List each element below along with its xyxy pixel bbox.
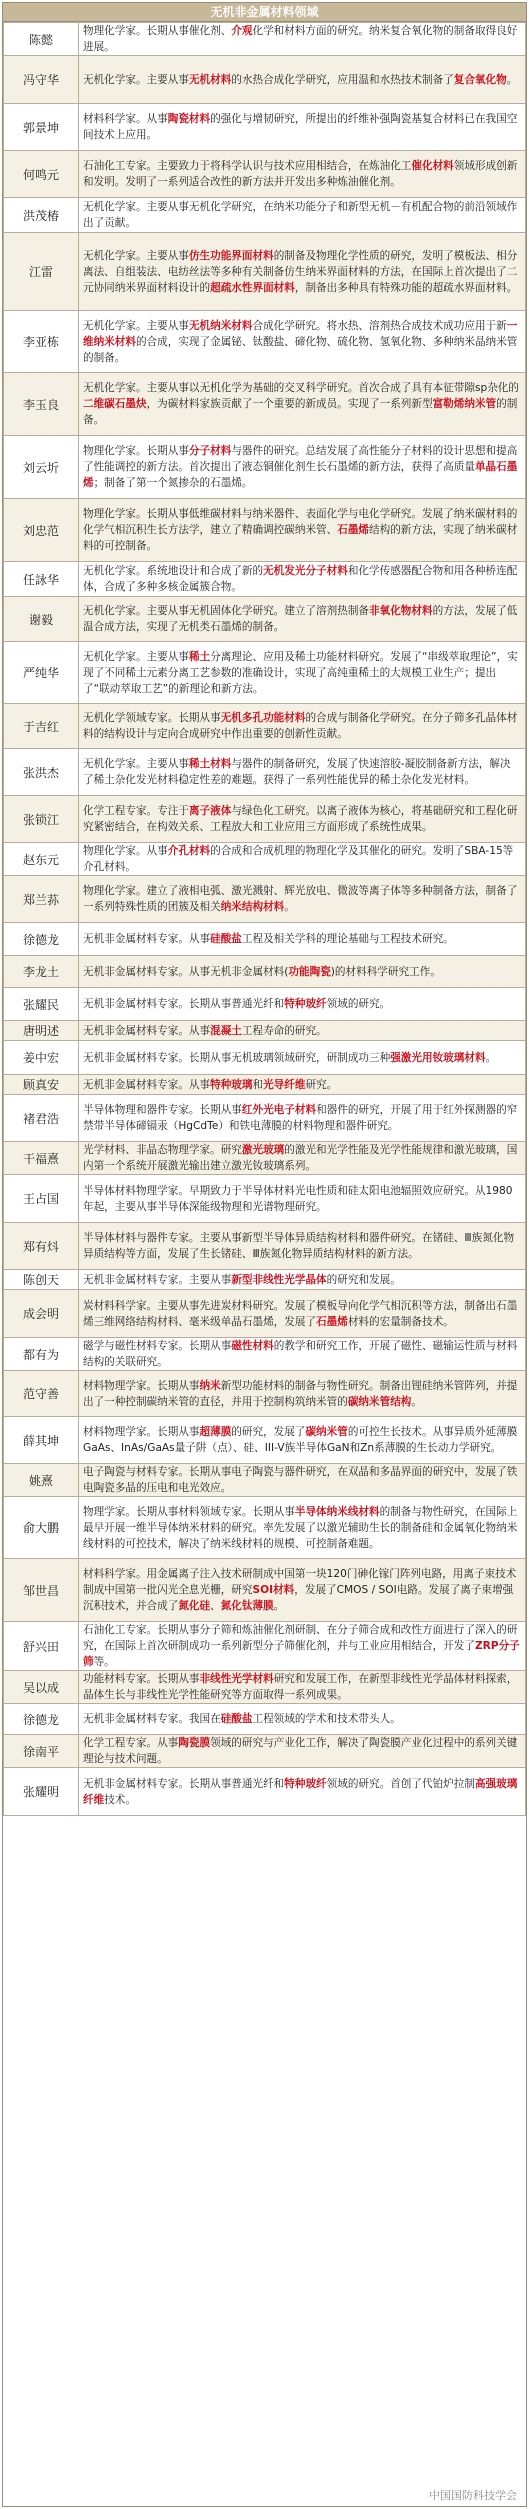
description-text: 的激光和光学性能及光学性能规律和激光玻璃，国内第一个系统开展激光输出建立激光钕玻璃系列。 [83, 1144, 518, 1172]
expert-name: 郭景坤 [4, 104, 79, 151]
highlight-term: 介观 [231, 25, 253, 37]
highlight-term: 介孔材料 [167, 845, 211, 857]
table-row [4, 23, 526, 56]
table-row [4, 642, 526, 704]
table-frame [2, 2, 527, 2507]
expert-description [79, 56, 526, 104]
description-text: 与绿色化工研究。以离子液体为核心，将基础研究和工程化研究紧密结合，在构效关系、工程放大和工业应用三方面形成了系统性成果。 [83, 805, 518, 833]
table-row [4, 436, 526, 499]
expert-name: 顾真安 [4, 1075, 79, 1095]
description-text: 的可控生长技术。从事异质外延薄膜GaAs、InAs/GaAs量子阱（点）、硅、III-V族半导体GaN和Zn系薄膜的生长动力学研究。 [83, 1426, 518, 1454]
description-text: 化学工程专家。专注于 [83, 805, 189, 817]
highlight-term: 半导体纳米线材料 [294, 1505, 380, 1518]
table-row [4, 1175, 526, 1223]
highlight-term: 纳米 [199, 1379, 221, 1392]
description-text: 石油化工专家。主要致力于将科学认识与技术应用相结合，在炼油化工 [83, 160, 412, 172]
description-text: ，发展了CMOS / SOI电路。发展了离子束增强沉积技术，并合成了 [83, 1584, 514, 1612]
description-text: 的合成，实现了金属铋、钛酸盐、碲化物、硫化物、氢氧化物、多种纳米晶纳米管的制备。 [83, 335, 518, 364]
table-row [4, 956, 526, 988]
description-text: 无机非金属材料专家。长期从事无机玻璃领域研究，研制成功三种 [83, 1051, 391, 1064]
expert-name: 于吉红 [4, 704, 79, 749]
highlight-term: 激光玻璃 [241, 1144, 285, 1156]
highlight-term: 无机材料 [188, 73, 232, 86]
description-text: 分离理论、应用及稀土功能材料研究。发展了“串级萃取理论”，实现了不同稀土元素分离工艺参数的准确设计，实现了高纯重稀土的大规模工业生产；提出了“联动萃取工艺”的新理论和新方法。 [83, 650, 518, 695]
expert-name: 郑兰荪 [4, 876, 79, 923]
expert-description [79, 1223, 526, 1270]
expert-description [79, 1735, 526, 1768]
description-text: 化学工程专家。从事 [83, 1737, 179, 1749]
description-text: 磁学与磁性材料专家。长期从事 [83, 1340, 232, 1352]
description-text: 。 [485, 1051, 497, 1064]
expert-name: 薛其坤 [4, 1417, 79, 1464]
description-text: 的方法，发展了低温合成方法，实现了无机类石墨烯的制备。 [83, 605, 518, 633]
table-row [4, 56, 526, 104]
description-text: 无机化学家。主要从事 [83, 758, 189, 770]
expert-name: 何鸣元 [4, 151, 79, 198]
table-row [4, 704, 526, 749]
highlight-term: 复合氧化物 [453, 73, 507, 86]
expert-name: 邹世昌 [4, 1559, 79, 1622]
expert-description [79, 923, 526, 956]
highlight-term: 功能陶瓷 [288, 965, 331, 978]
description-text: 物理化学家。长期从事 [83, 445, 189, 457]
table-row [4, 562, 526, 597]
highlight-term: 碳纳米管结构 [347, 1395, 412, 1408]
highlight-term: 特种玻纤 [284, 998, 327, 1010]
table-row [4, 1223, 526, 1270]
expert-name: 褚君浩 [4, 1095, 79, 1142]
expert-name: 陈懿 [4, 23, 79, 56]
expert-name: 唐明述 [4, 1021, 79, 1041]
highlight-term: 混凝土 [210, 1024, 242, 1037]
highlight-term: 超薄膜 [199, 1426, 232, 1438]
description-text: 功能材料专家。长期从事 [83, 1673, 200, 1685]
description-text: 无机化学家。主要从事 [83, 249, 189, 262]
table-row [4, 1671, 526, 1704]
description-text: 无机非金属材料专家。从事 [83, 1024, 211, 1037]
table-row [4, 1768, 526, 1816]
description-text: 无机化学领域专家。长期从事 [83, 712, 221, 724]
highlight-term: 离子液体 [188, 805, 232, 817]
table-row [4, 104, 526, 151]
description-text: 等。 [93, 1656, 115, 1668]
description-text: 无机非金属材料专家。从事无机非金属材料( [83, 965, 289, 978]
table-row [4, 597, 526, 642]
description-text: 的研究和发展。 [326, 1273, 401, 1286]
expert-description [79, 1142, 526, 1175]
table-row [4, 1095, 526, 1142]
table-row [4, 1075, 526, 1095]
description-text: 半导体材料物理学家。早期致力于半导体材料光电性质和硅太阳电池辐照效应研究。从1980年起，主要从事半导体深能级物理和光谱物理研究。 [83, 1184, 513, 1213]
description-text: 无机非金属材料专家。长期从事普通光纤和 [83, 1777, 285, 1790]
description-text: 。 [284, 901, 295, 913]
watermark: 中国国防科技学会 [429, 2489, 517, 2502]
expert-description [79, 373, 526, 436]
highlight-term: 硅酸盐 [210, 933, 242, 945]
table-row [4, 1338, 526, 1371]
highlight-term: 富勒烯纳米管 [432, 398, 497, 410]
description-text: ，为碳材料家族贡献了一个重要的新成员。实现了一系列新型 [146, 398, 433, 410]
description-text: 和器件的研究，开展了用于红外探测器的窄禁带半导体碲镉汞（HgCdTe）和铁电薄膜的材料物理和器件研究。 [83, 1104, 518, 1132]
expert-description [79, 876, 526, 923]
table-row [4, 749, 526, 796]
expert-description [79, 1041, 526, 1075]
expert-name: 陈创天 [4, 1270, 79, 1290]
expert-name: 谢毅 [4, 597, 79, 642]
expert-description [79, 23, 526, 56]
description-text: 炭材料科学家。主要从事先进炭材料研究。发展了模板导向化学气相沉积等方法，制备出石墨烯三维网络结构材料、毫米级单晶石墨烯，发展了 [83, 1299, 518, 1328]
highlight-term: 非氧化物材料 [369, 605, 433, 617]
expert-name: 张锁江 [4, 796, 79, 843]
description-text: 工程寿命的研究。 [241, 1024, 327, 1037]
table-row [4, 1704, 526, 1735]
expert-name: 都有为 [4, 1338, 79, 1371]
expert-description [79, 988, 526, 1021]
description-text: 化学和材料方面的研究。纳米复合氧化物的制备取得良好进展。 [83, 25, 518, 53]
expert-name: 洪茂椿 [4, 198, 79, 233]
table-row [4, 151, 526, 198]
description-text: 。 [273, 1600, 285, 1612]
description-text: 物理化学家。长期从事低维碳材料与纳米器件、表面化学与电化学研究。发展了纳米碳材料的化学气相沉积生长方法学，建立了精确调控碳纳米管、 [83, 508, 518, 536]
expert-description [79, 1095, 526, 1142]
description-text: 物理化学家。建立了液相电弧、激光溅射、辉光放电、微波等离子体等多种制备方法，制备了一系列特殊性质的团簇及相关 [83, 885, 518, 913]
expert-description [79, 1175, 526, 1223]
highlight-term: 无机发光分子材料 [263, 565, 348, 577]
expert-name: 舒兴田 [4, 1622, 79, 1671]
expert-description [79, 1671, 526, 1704]
table-row [4, 1270, 526, 1290]
expert-description [79, 1290, 526, 1338]
highlight-term: 石墨烯 [337, 524, 370, 536]
expert-description [79, 1497, 526, 1559]
expert-name: 吴以成 [4, 1671, 79, 1704]
description-text: 材料物理学家。长期从事 [83, 1379, 200, 1392]
description-text: 与器件的制备研究，发展了快速溶胶-凝胶制备新方法，解决了稀土杂化发光材料稳定性差的难题。获得了一系列性能优异的稀土杂化发光材料。 [83, 758, 511, 786]
highlight-term: 特种玻纤 [284, 1777, 327, 1790]
expert-name: 冯守华 [4, 56, 79, 104]
highlight-term: 二维碳石墨炔 [83, 398, 147, 410]
description-text: 的合成与制备化学研究。在分子筛多孔晶体材料的结构设计与定向合成研究中作出重要的创新性贡献。 [83, 712, 518, 740]
expert-description [79, 104, 526, 151]
description-text: 新型功能材料的制备与物性研究。制备出锂硅纳米管阵列，并提出了一种控制碳纳米管的直径，并用于控制构筑纳米管的 [83, 1379, 518, 1408]
description-text: 材料的宏量制备技术。 [347, 1315, 454, 1328]
highlight-term: 氮化钛薄膜 [220, 1600, 274, 1612]
highlight-term: 高强玻璃纤维 [83, 1777, 518, 1806]
expert-name: 徐德龙 [4, 923, 79, 956]
description-text: 。 [506, 73, 518, 86]
table-row [4, 1497, 526, 1559]
description-text: 领域的研究。 [326, 998, 391, 1010]
expert-name: 干福熹 [4, 1142, 79, 1175]
expert-description [79, 233, 526, 311]
description-text: 和化学传感器配合物和用各种桥连配体，合成了多种多核金属簇合物。 [83, 565, 518, 593]
table-row [4, 1290, 526, 1338]
description-text: 的强化与增韧研究，所提出的纤维补强陶瓷基复合材料已在我国空间技术上应用。 [83, 113, 518, 141]
expert-name: 张洪杰 [4, 749, 79, 796]
expert-name: 李龙土 [4, 956, 79, 988]
highlight-term: 碳纳米管 [305, 1426, 348, 1438]
expert-description [79, 642, 526, 704]
description-text: 光学材料、非晶态物理学家。研究 [83, 1144, 242, 1156]
description-text: 无机非金属材料专家。主要从事 [83, 1273, 232, 1286]
description-text: 无机非金属材料专家。从事 [83, 933, 211, 945]
description-text: 和 [252, 1078, 264, 1091]
expert-description [79, 562, 526, 597]
highlight-term: 单晶石墨烯 [83, 461, 518, 489]
highlight-term: 一维纳米材料 [83, 319, 518, 348]
expert-name: 张耀民 [4, 988, 79, 1021]
table-row [4, 1142, 526, 1175]
highlight-term: 石墨烯 [316, 1315, 348, 1328]
highlight-term: ZRP分子筛 [83, 1640, 520, 1668]
table-row [4, 923, 526, 956]
description-text: 研究和发展工作，在新型非线性光学晶体材料探索，晶体生长与非线性光学性能研究等方面取得一系列成果。 [83, 1673, 518, 1701]
description-text: 的合成和合成机理的物理化学及其催化的研究。发明了SBA-15等介孔材料。 [83, 845, 514, 873]
description-text: ；制备了第一个氮掺杂的石墨烯。 [93, 477, 253, 489]
table-row [4, 311, 526, 373]
description-text: 物理化学家。从事 [83, 845, 168, 857]
expert-description [79, 1417, 526, 1464]
description-text: 、 [210, 1600, 221, 1612]
expert-description [79, 499, 526, 562]
description-text: 半导体材料与器件专家。主要从事新型半导体异质结构材料和器件研究。在锗硅、Ⅲ族氮化物异质结构等方面，发展了生长锗硅、Ⅲ族氮化物异质结构材料的新方法。 [83, 1232, 515, 1260]
highlight-term: 特种玻璃 [210, 1078, 253, 1091]
highlight-term: 纳米结构材料 [220, 901, 285, 913]
description-text: 物理学家。长期从事材料领域专家。长期从事 [83, 1505, 295, 1518]
expert-name: 俞大鹏 [4, 1497, 79, 1559]
description-text: 材料物理学家。长期从事 [83, 1426, 200, 1438]
expert-description [79, 796, 526, 843]
expert-name: 李亚栋 [4, 311, 79, 373]
expert-description [79, 1464, 526, 1497]
expert-description [79, 436, 526, 499]
description-text: 无机化学家。主要从事 [83, 650, 189, 663]
description-text: 的研究，发展了 [231, 1426, 306, 1438]
description-text: 的制备及物理化学性质的研究，发明了模板法、相分离法、自组装法、电纺丝法等多种有关制备仿生纳米界面材料的方法，在国际上首次提出了二元协同纳米界面材料设计的 [83, 249, 518, 294]
highlight-term: 稀土 [188, 650, 211, 663]
expert-description [79, 1338, 526, 1371]
highlight-term: 分子材料 [188, 445, 232, 457]
highlight-term: 氮化硅 [178, 1600, 211, 1612]
expert-description [79, 151, 526, 198]
expert-name: 刘忠范 [4, 499, 79, 562]
expert-description [79, 1622, 526, 1671]
expert-description [79, 198, 526, 233]
expert-description [79, 704, 526, 749]
description-text: 材料科学家。用金属离子注入技术研制成中国第一块120门砷化镓门阵列电路，用离子束技术制成中国第一批闪光全息光栅，研究 [83, 1568, 517, 1596]
description-text: 物理化学家。长期从事催化剂、 [83, 25, 232, 37]
description-text: 结构的新方法，实现了纳米碳材料的可控制备。 [83, 524, 518, 552]
description-text: 材料科学家。从事 [83, 113, 168, 125]
description-text: 领域形成创新和发明。发明了一系列适合改性的新方法并开发出多种炼油催化剂。 [83, 160, 518, 188]
expert-description [79, 956, 526, 988]
expert-name: 任詠华 [4, 562, 79, 597]
table-row [4, 1735, 526, 1768]
expert-name: 徐德龙 [4, 1704, 79, 1735]
experts-table [3, 22, 526, 1816]
table-row [4, 198, 526, 233]
table-row [4, 1021, 526, 1041]
expert-name: 姚熹 [4, 1464, 79, 1497]
table-row [4, 1371, 526, 1417]
highlight-term: 超疏水性界面材料 [210, 281, 295, 294]
table-row [4, 988, 526, 1021]
highlight-term: 仿生功能界面材料 [188, 249, 274, 262]
expert-name: 成会明 [4, 1290, 79, 1338]
expert-name: 徐南平 [4, 1735, 79, 1768]
expert-name: 李玉良 [4, 373, 79, 436]
description-text: 的制备与物性研究，在国际上最早开展一维半导体纳米材料的研究。率先发展了以激光辅助生长的制备硅和金属氧化物纳米线材料的可控技术，解决了纳米线材料的规模、可控制备难题。 [83, 1505, 518, 1550]
highlight-term: 磁性材料 [231, 1340, 274, 1352]
expert-description [79, 597, 526, 642]
expert-description [79, 1559, 526, 1622]
expert-name: 赵东元 [4, 843, 79, 876]
table-row [4, 843, 526, 876]
description-text: 半导体物理和器件专家。长期从事 [83, 1104, 242, 1116]
expert-description [79, 1021, 526, 1041]
description-text: 石油化工专家。长期从事分子筛和炼油催化剂研制、在分子筛合成和改性方面进行了深入的研究，在国际上首次研制成功一系列新型分子筛催化剂，并与工业应用相结合，开发了 [83, 1624, 518, 1652]
table-row [4, 1464, 526, 1497]
expert-description [79, 1704, 526, 1735]
highlight-term: 强激光用钕玻璃材料 [390, 1051, 486, 1064]
description-text: 的水热合成化学研究，应用温和水热技术制备了 [231, 73, 454, 86]
expert-name: 姜中宏 [4, 1041, 79, 1075]
highlight-term: 红外光电子材料 [241, 1104, 317, 1116]
description-text: 无机非金属材料专家。我国在 [83, 1713, 221, 1725]
expert-name: 王占国 [4, 1175, 79, 1223]
expert-description [79, 1270, 526, 1290]
expert-description [79, 1371, 526, 1417]
table-row [4, 1417, 526, 1464]
table-row [4, 1559, 526, 1622]
description-text: 无机化学家。主要从事无机化学研究，在纳米功能分子和新型无机－有机配合物的前沿领域作出了贡献。 [83, 201, 518, 229]
expert-description [79, 843, 526, 876]
highlight-term: 无机多孔功能材料 [220, 712, 306, 724]
expert-name: 张耀明 [4, 1768, 79, 1816]
description-text: 领域的研究与产业化工作，解决了陶瓷膜产业化过程中的系列关键理论与技术问题。 [83, 1737, 518, 1765]
description-text: 的教学和研究工作，开展了磁性、磁输运性质与材料结构的关联研究。 [83, 1340, 518, 1368]
table-row [4, 233, 526, 311]
description-text: 工程及相关学科的理论基础与工程技术研究。 [241, 933, 454, 945]
highlight-term: SOI材料 [252, 1584, 295, 1596]
highlight-term: 陶瓷材料 [167, 113, 211, 125]
highlight-term: 无机纳米材料 [188, 319, 253, 332]
table-row [4, 499, 526, 562]
expert-name: 刘云圻 [4, 436, 79, 499]
expert-name: 范守善 [4, 1371, 79, 1417]
table-row [4, 796, 526, 843]
description-text: 无机非金属材料专家。长期从事普通光纤和 [83, 998, 285, 1010]
highlight-term: 新型非线性光学晶体 [231, 1273, 327, 1286]
table-row [4, 1041, 526, 1075]
description-text: 无机化学家。系统地设计和合成了新的 [83, 565, 264, 577]
table-title: 无机非金属材料领域 [3, 3, 526, 22]
description-text: 与器件的研究。总结发展了高性能分子材料的设计思想和提高了性能调控的新方法。首次提出了液态铜催化剂生长石墨烯的新方法，获得了高质量 [83, 445, 518, 473]
expert-name: 严纯华 [4, 642, 79, 704]
highlight-term: 硅酸盐 [220, 1713, 253, 1725]
highlight-term: 陶瓷膜 [178, 1737, 211, 1749]
expert-description [79, 1768, 526, 1816]
highlight-term: 光导纤维 [263, 1078, 306, 1091]
description-text: 合成化学研究。将水热、溶剂热合成技术成功应用于新 [252, 319, 507, 332]
description-text: 工程领域的学术和技术带头人。 [252, 1713, 401, 1725]
table-row [4, 876, 526, 923]
description-text: 。 [411, 1395, 422, 1408]
description-text: 无机化学家。主要从事无机固体化学研究。建立了溶剂热制备 [83, 605, 370, 617]
expert-name: 江雷 [4, 233, 79, 311]
description-text: 的制备。 [83, 398, 518, 426]
description-text: 无机化学家。主要从事 [83, 319, 189, 332]
description-text: 无机化学家。主要从事以无机化学为基础的交叉科学研究。首次合成了具有本征带隙sp杂化的 [83, 382, 519, 394]
expert-description [79, 749, 526, 796]
highlight-term: 稀土材料 [188, 758, 232, 770]
description-text: ，制备出多种具有特殊功能的超疏水界面材料。 [294, 281, 518, 294]
description-text: 无机非金属材料专家。从事 [83, 1078, 211, 1091]
highlight-term: 非线性光学材料 [199, 1673, 274, 1685]
highlight-term: 催化材料 [411, 160, 454, 172]
description-text: 研究。 [305, 1078, 338, 1091]
expert-description [79, 1075, 526, 1095]
expert-description [79, 311, 526, 373]
description-text: 技术。 [104, 1793, 136, 1806]
description-text: 领域的研究。首创了代铂炉拉制 [326, 1777, 475, 1790]
description-text: 电子陶瓷与材料专家。长期从事电子陶瓷与器件研究，在双晶和多晶界面的研究中，发展了铁电陶瓷多晶的压电和电光效应。 [83, 1466, 518, 1494]
table-row [4, 373, 526, 436]
description-text: 无机化学家。主要从事 [83, 73, 189, 86]
description-text: )的材料科学研究工作。 [330, 965, 441, 978]
expert-name: 郑有炓 [4, 1223, 79, 1270]
table-row [4, 1622, 526, 1671]
